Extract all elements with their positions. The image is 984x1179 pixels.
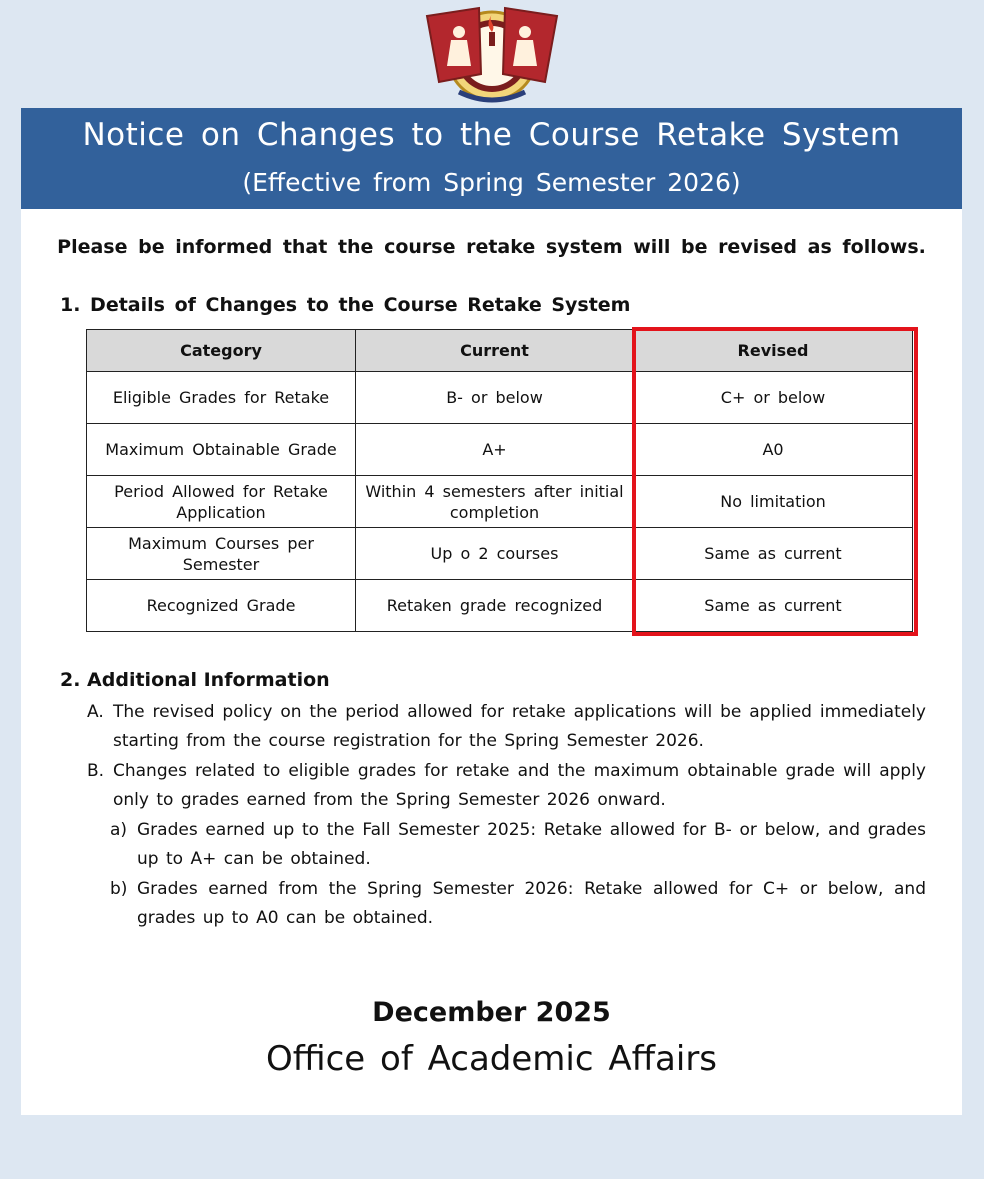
current-cell: Within 4 semesters after initial completion <box>356 476 634 528</box>
university-emblem-icon <box>419 4 565 104</box>
column-header: Revised <box>634 330 913 372</box>
revised-cell: Same as current <box>634 528 913 580</box>
notice-date: December 2025 <box>372 997 611 1028</box>
category-cell: Maximum Obtainable Grade <box>87 424 356 476</box>
info-item-a <box>87 698 926 756</box>
item-text: Changes related to eligible grades for retake and the maximum obtainable grade will apply only to grades earned from the Spring Semester 2026 onward. <box>113 761 926 810</box>
item-text: Grades earned from the Spring Semester 2026: Retake allowed for C+ or below, and grades up to A0 can be obtained. <box>137 879 926 928</box>
current-cell: Up o 2 courses <box>356 528 634 580</box>
item-marker: b) <box>110 879 128 899</box>
revised-cell: Same as current <box>634 580 913 632</box>
item-marker: B. <box>87 761 105 781</box>
intro-text: Please be informed that the course retake system will be revised as follows. <box>57 236 926 258</box>
current-cell: Retaken grade recognized <box>356 580 634 632</box>
column-header: Current <box>356 330 634 372</box>
revised-column-highlight <box>632 327 918 636</box>
revised-cell: A0 <box>634 424 913 476</box>
notice-card <box>21 108 962 1115</box>
section-1-heading: 1. Details of Changes to the Course Retake System <box>60 294 631 316</box>
category-cell: Period Allowed for Retake Application <box>87 476 356 528</box>
revised-cell: No limitation <box>634 476 913 528</box>
item-text: The revised policy on the period allowed for retake applications will be applied immediately starting from the course registration for the Spring Semester 2026. <box>113 702 926 751</box>
category-cell: Maximum Courses per Semester <box>87 528 356 580</box>
notice-subtitle: (Effective from Spring Semester 2026) <box>242 168 741 197</box>
current-cell: B- or below <box>356 372 634 424</box>
title-banner <box>21 108 962 209</box>
info-subitem-b <box>110 875 926 933</box>
current-cell: A+ <box>356 424 634 476</box>
item-text: Grades earned up to the Fall Semester 2025: Retake allowed for B- or below, and grades up to A+ can be obtained. <box>137 820 926 869</box>
info-subitem-a <box>110 816 926 874</box>
revised-cell: C+ or below <box>634 372 913 424</box>
category-cell: Recognized Grade <box>87 580 356 632</box>
item-marker: a) <box>110 820 128 840</box>
section-2-heading: 2. Additional Information <box>60 669 330 691</box>
issuing-office: Office of Academic Affairs <box>265 1039 718 1079</box>
item-marker: A. <box>87 702 104 722</box>
notice-title: Notice on Changes to the Course Retake System <box>82 117 901 153</box>
column-header: Category <box>87 330 356 372</box>
info-item-b <box>87 757 926 815</box>
category-cell: Eligible Grades for Retake <box>87 372 356 424</box>
